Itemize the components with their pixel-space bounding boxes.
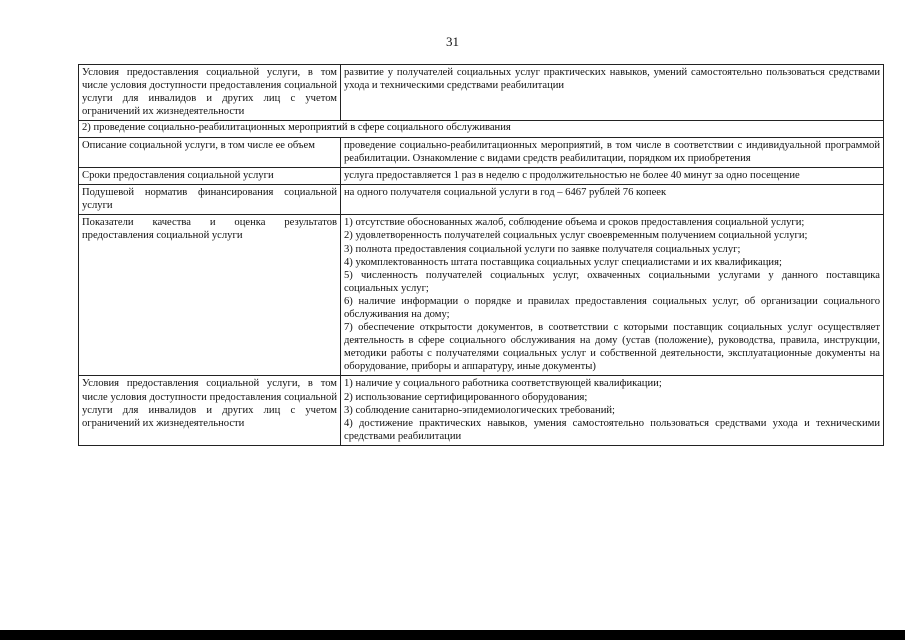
row-value (341, 376, 884, 445)
value-line: проведение социально-реабилитационных мероприятий, в том числе в соответствии с индивидуальной программой реабилитации. Ознакомление с видами средств реабилитации, порядком их приобретения (344, 139, 880, 164)
value-line: развитие у получателей социальных услуг практических навыков, умений самостоятельно пользоваться средствами ухода и техническими средствами реабилитации (344, 67, 880, 92)
table-row (79, 137, 884, 167)
table-row (79, 185, 884, 215)
value-line: 2) использование сертифицированного оборудования; (344, 391, 588, 403)
value-line: 2) удовлетворенность получателей социальных услуг своевременным получением социальной услуги; (344, 230, 808, 242)
row-value (341, 65, 884, 121)
section-heading: 2) проведение социально-реабилитационных мероприятий в сфере социального обслуживания (79, 121, 884, 138)
value-line: 3) полнота предоставления социальной услуги по заявке получателя социальных услуг; (344, 243, 741, 255)
value-line: на одного получателя социальной услуги в год – 6467 рублей 76 копеек (344, 187, 667, 199)
row-label: Условия предоставления социальной услуги, в том числе условия доступности предоставления социальной услуги для инвалидов и других лиц с учетом ограничений их жизнедеятельности (79, 65, 341, 121)
row-label: Описание социальной услуги, в том числе ее объем (79, 137, 341, 167)
value-line: 6) наличие информации о порядке и правилах предоставления социальных услуг, об организации социального обслуживания на дому; (344, 295, 880, 320)
section-heading-row (79, 121, 884, 138)
value-line: 1) отсутствие обоснованных жалоб, соблюдение объема и сроков предоставления социальной услуги; (344, 217, 805, 229)
table-row (79, 168, 884, 185)
value-line: 7) обеспечение открытости документов, в соответствии с которыми поставщик социальных услуг осуществляет деятельность в сфере социального обслуживания на дому (устав (положение), руководства, правила, инструкции, методики работы с получателями социальных услуг и собственной деятельности, эксплуатационные документы на оборудование, приборы и аппаратуру, иные документы) (344, 322, 880, 373)
row-label: Показатели качества и оценка результатов предоставления социальной услуги (79, 215, 341, 376)
row-value (341, 137, 884, 167)
row-label: Условия предоставления социальной услуги, в том числе условия доступности предоставления социальной услуги для инвалидов и других лиц с учетом ограничений их жизнедеятельности (79, 376, 341, 445)
row-value (341, 168, 884, 185)
scan-edge-bar (0, 630, 905, 640)
table-row (79, 376, 884, 445)
page-number: 31 (446, 34, 459, 49)
table-row (79, 65, 884, 121)
value-line: 3) соблюдение санитарно-эпидемиологических требований; (344, 404, 615, 416)
value-line: 1) наличие у социального работника соответствующей квалификации; (344, 378, 662, 390)
value-line: услуга предоставляется 1 раз в неделю с продолжительностью не более 40 минут за одно посещение (344, 170, 800, 182)
value-line: 4) достижение практических навыков, умения самостоятельно пользоваться средствами ухода и техническими средствами реабилитации (344, 417, 880, 442)
value-line: 4) укомплектованность штата поставщика социальных услуг специалистами и их квалификация; (344, 256, 782, 268)
row-value (341, 215, 884, 376)
table-row (79, 215, 884, 376)
row-value (341, 185, 884, 215)
value-line: 5) численность получателей социальных услуг, охваченных социальными услугами у данного поставщика социальных услуг; (344, 269, 880, 294)
row-label: Сроки предоставления социальной услуги (79, 168, 341, 185)
row-label: Подушевой норматив финансирования социальной услуги (79, 185, 341, 215)
services-table (78, 64, 884, 446)
